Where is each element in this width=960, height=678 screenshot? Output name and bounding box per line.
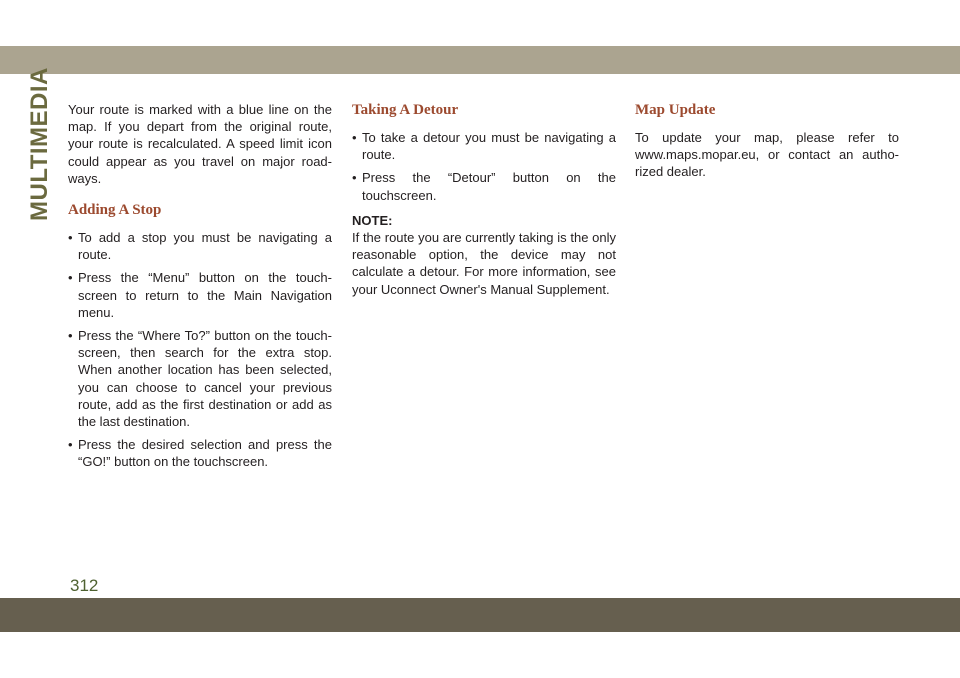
footer-band xyxy=(0,598,960,632)
list-item xyxy=(68,269,332,321)
page-number: 312 xyxy=(70,576,99,595)
column-right xyxy=(635,101,899,181)
list-item xyxy=(352,169,616,203)
bullet-icon: • xyxy=(68,270,73,286)
list-item-text: Press the “Menu” button on the touch-screen to return to the Main Navigation menu. xyxy=(78,270,332,320)
note-label: NOTE: xyxy=(352,212,393,228)
list-item-text: To take a detour you must be navigating a route. xyxy=(362,130,616,163)
bullet-icon: • xyxy=(68,437,73,453)
detour-list xyxy=(352,129,616,204)
section-side-label: MULTIMEDIA xyxy=(26,67,53,221)
list-item-text: To add a stop you must be navigating a route. xyxy=(78,230,332,263)
list-item xyxy=(68,229,332,263)
column-middle xyxy=(352,101,616,298)
bullet-icon: • xyxy=(68,328,73,344)
note-text: If the route you are currently taking is the only reasonable option, the device may not calculate a detour. For more information, see your Uconnect Owner's Manual Supplement. xyxy=(352,230,616,297)
map-update-text: To update your map, please refer to www.maps.mopar.eu, or contact an autho-rized dealer. xyxy=(635,130,899,180)
header-band xyxy=(0,46,960,74)
list-item-text: Press the “Where To?” button on the touch-screen, then search for the extra stop. When another location has been selected, you can choose to cancel your previous route, add as the first destination or add as the last destination. xyxy=(78,328,332,430)
bullet-icon: • xyxy=(352,170,357,186)
heading-adding-a-stop: Adding A Stop xyxy=(68,202,162,219)
intro-paragraph: Your route is marked with a blue line on the map. If you depart from the original route, your route is recalculated. A speed limit icon could appear as you travel on major road-ways. xyxy=(68,102,332,186)
heading-map-update: Map Update xyxy=(635,102,716,118)
list-item xyxy=(68,327,332,430)
column-left xyxy=(68,101,332,477)
heading-taking-a-detour: Taking A Detour xyxy=(352,102,459,118)
list-item-text: Press the “Detour” button on the touchscreen. xyxy=(362,170,616,203)
bullet-icon: • xyxy=(68,230,73,246)
list-item xyxy=(352,129,616,163)
list-item-text: Press the desired selection and press the “GO!” button on the touchscreen. xyxy=(78,437,332,470)
adding-stop-list xyxy=(68,229,332,471)
list-item xyxy=(68,436,332,470)
bullet-icon: • xyxy=(352,130,357,145)
